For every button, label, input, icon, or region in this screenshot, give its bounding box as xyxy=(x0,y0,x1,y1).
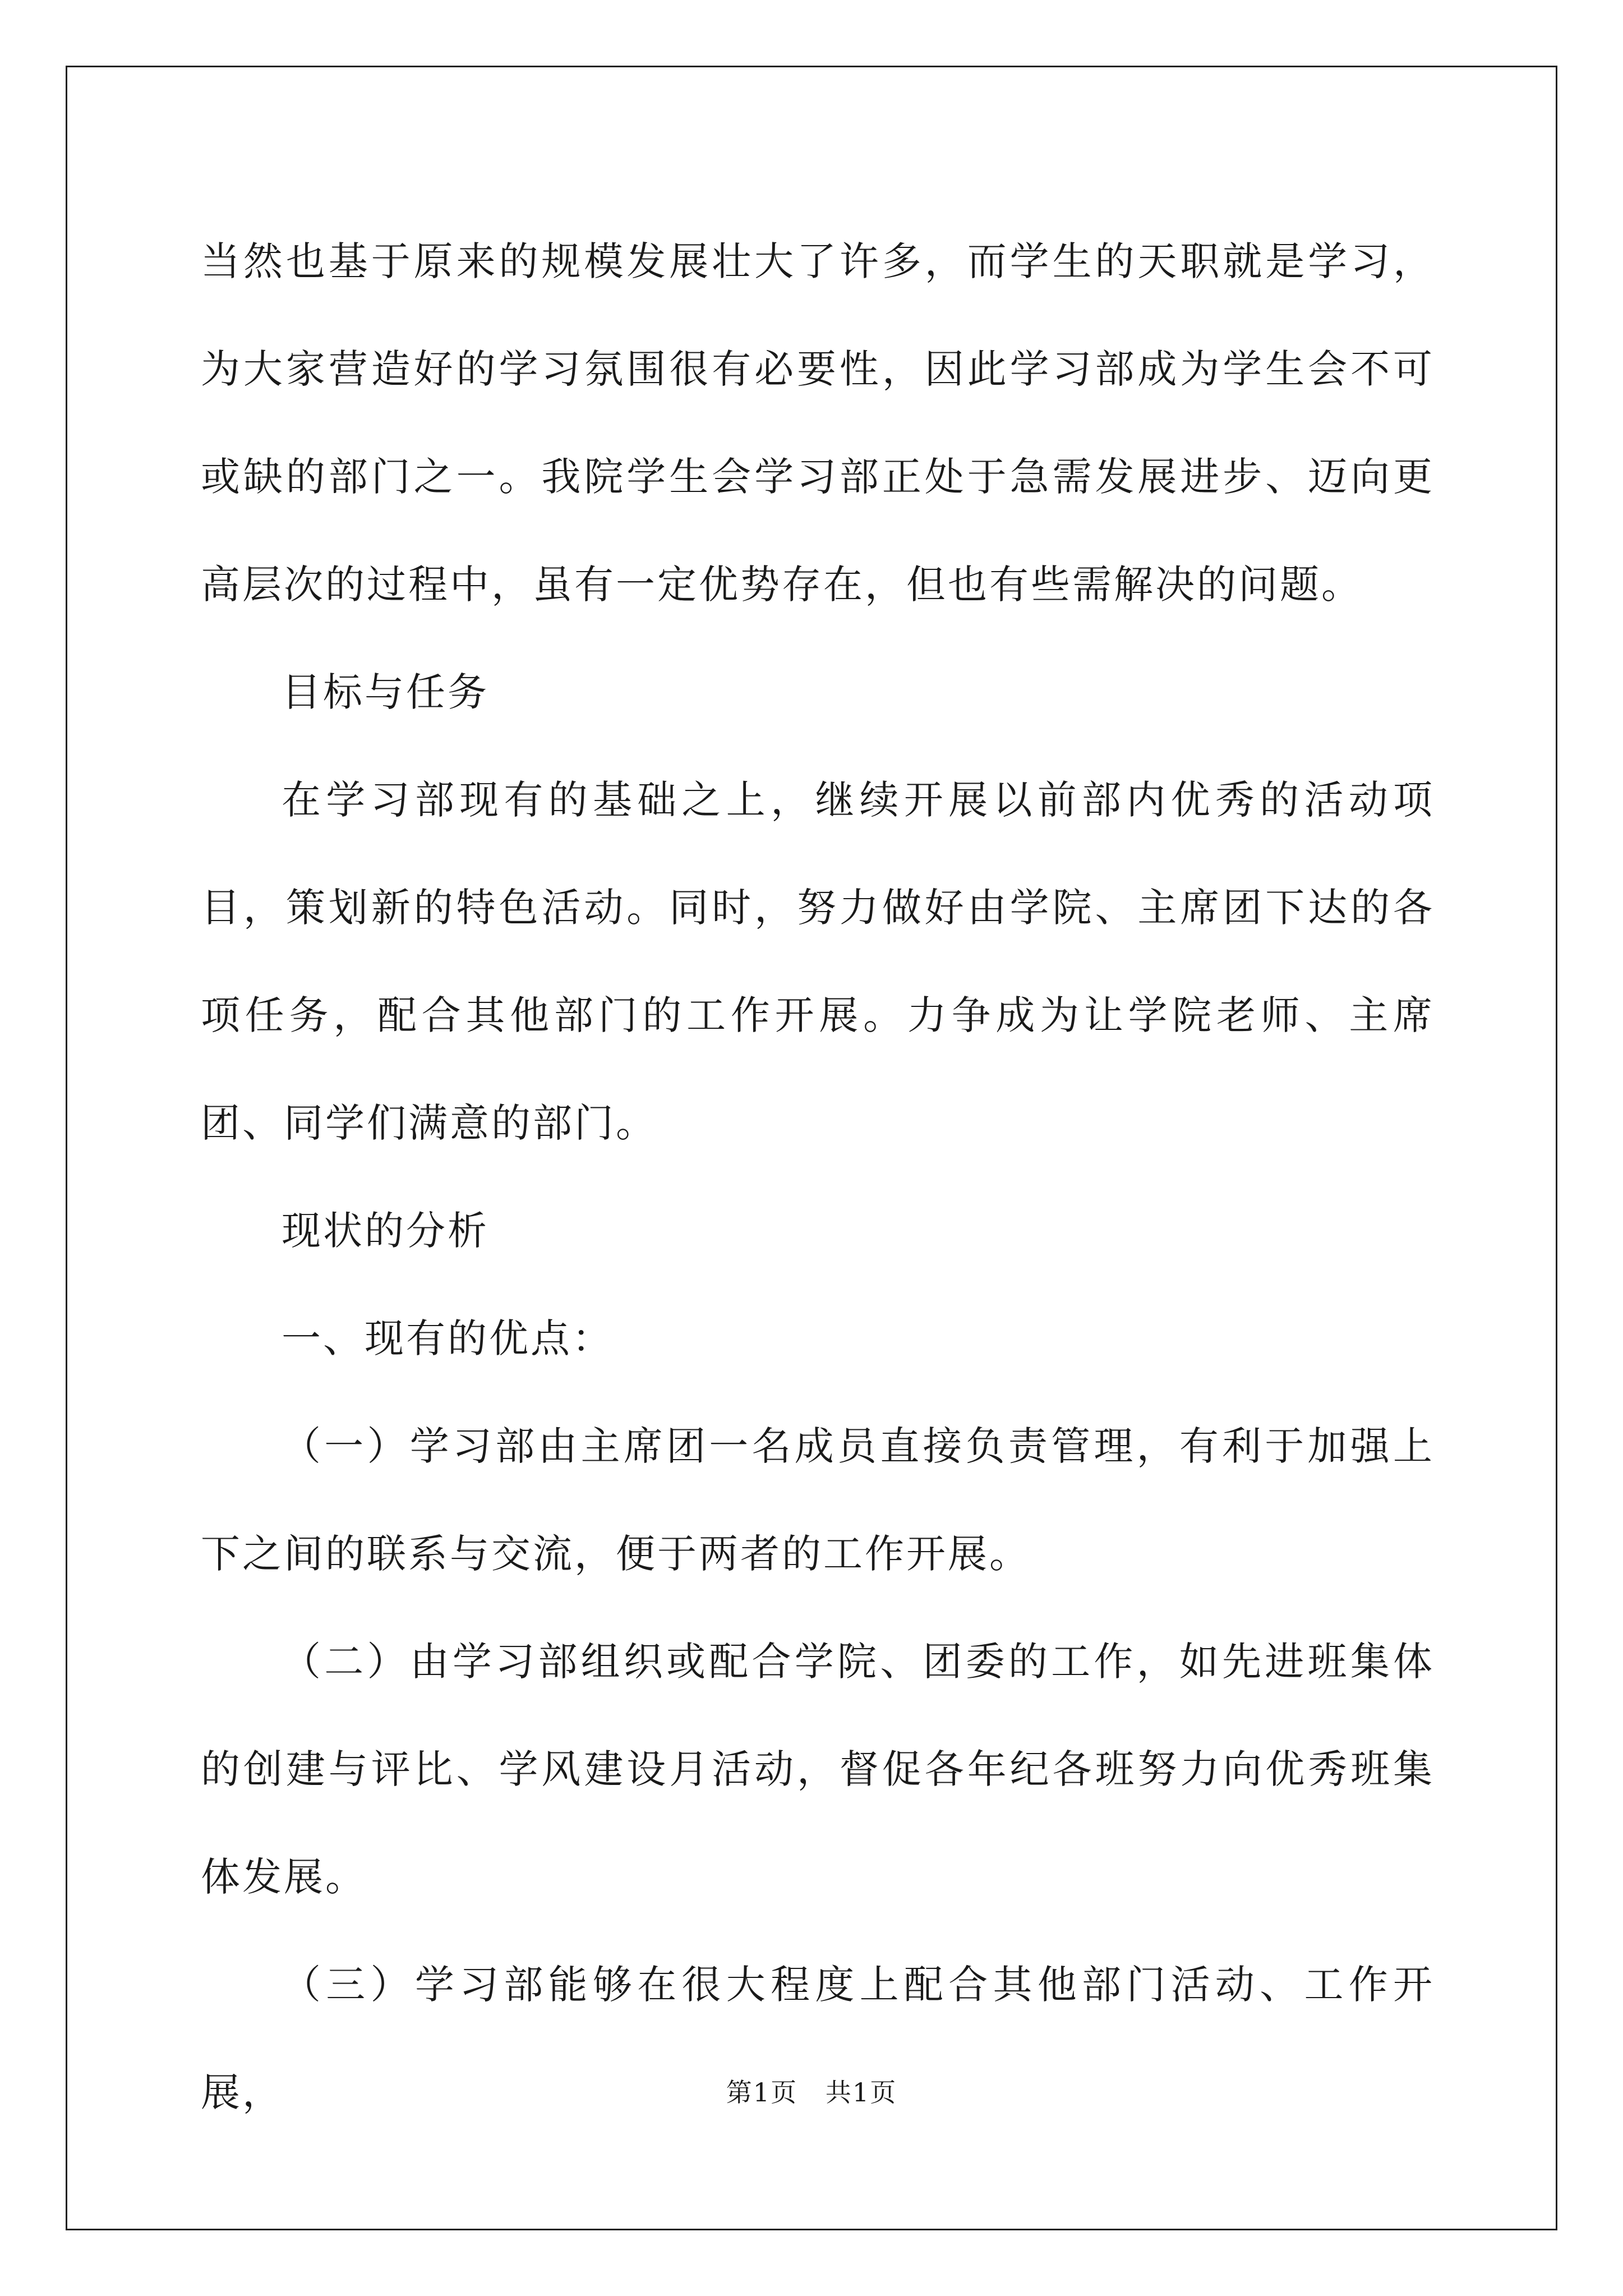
paragraph-strength-3: （三）学习部能够在很大程度上配合其他部门活动、工作开展， xyxy=(201,1962,1435,2115)
paragraph-strength-1: （一）学习部由主席团一名成员直接负责管理，有利于加强上下之间的联系与交流，便于两者的工作开展。 xyxy=(201,1423,1435,1577)
paragraph-goals: 在学习部现有的基础之上，继续开展以前部内优秀的活动项目，策划新的特色活动。同时，努力做好由学院、主席团下达的各项任务，配合其他部门的工作开展。力争成为让学院老师、主席团、同学们满意的部门。 xyxy=(201,777,1435,1146)
paragraph-strength-2: （二）由学习部组织或配合学院、团委的工作，如先进班集体的创建与评比、学风建设月活动，督促各年纪各班努力向优秀班集体发展。 xyxy=(201,1639,1435,1900)
heading-existing-strengths: 一、现有的优点： xyxy=(282,1315,614,1361)
heading-status-analysis: 现状的分析 xyxy=(282,1208,489,1254)
page-number-footer: 第1页 共1页 xyxy=(726,2077,897,2108)
paragraph-intro: 当然也基于原来的规模发展壮大了许多，而学生的天职就是学习，为大家营造好的学习氛围很有必要性，因此学习部成为学生会不可或缺的部门之一。我院学生会学习部正处于急需发展进步、迈向更高层次的过程中，虽有一定优势存在，但也有些需解决的问题。 xyxy=(201,238,1435,608)
document-body xyxy=(201,208,1435,2146)
heading-goals-and-tasks: 目标与任务 xyxy=(282,669,489,715)
